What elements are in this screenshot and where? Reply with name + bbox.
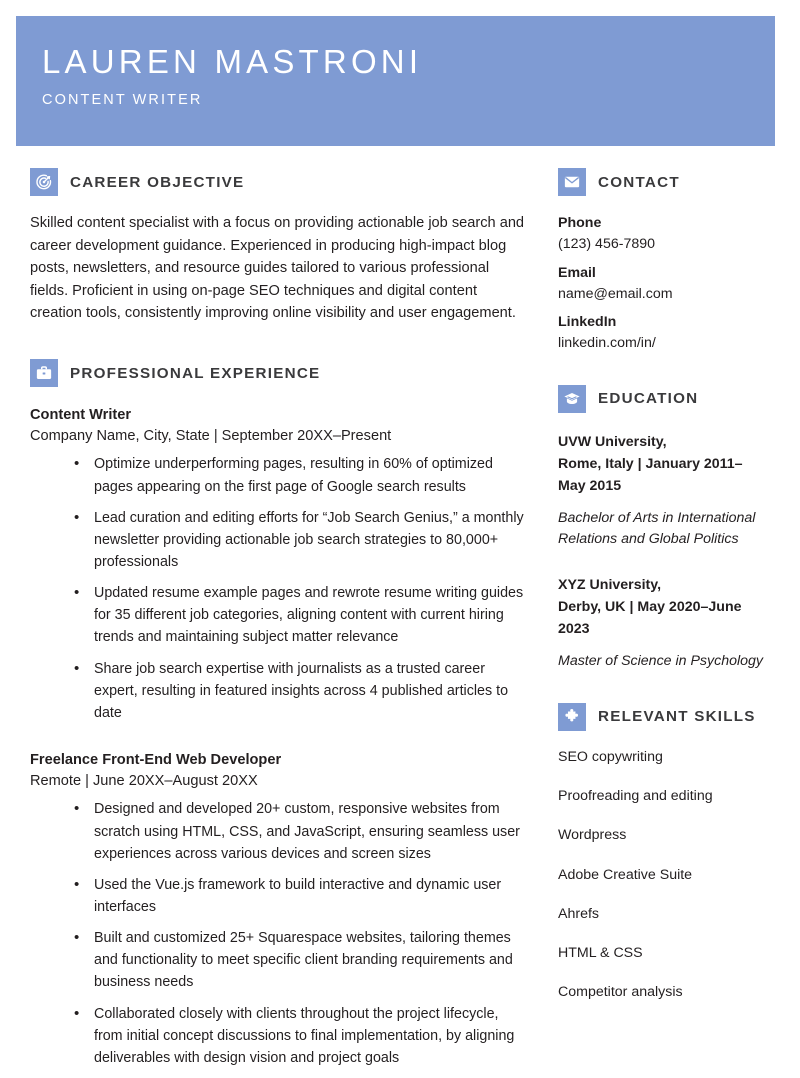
skills-list: [558, 747, 786, 1004]
briefcase-icon: [30, 359, 58, 387]
section-education-header: [558, 385, 786, 413]
job-bullet-list: [30, 453, 530, 724]
education-school-line: UVW University,: [558, 433, 667, 450]
list-item: Competitor analysis: [558, 984, 683, 1001]
education-entry: [558, 574, 786, 672]
job-role: Freelance Front-End Web Developer: [30, 752, 282, 769]
sidebar-column: [530, 168, 800, 1022]
job-role: Content Writer: [30, 407, 132, 424]
contact-label-phone: Phone: [558, 215, 602, 231]
education-school-line: Derby, UK | May 2020–June: [558, 599, 742, 616]
target-icon: [30, 168, 58, 196]
contact-value-phone[interactable]: (123) 456-7890: [558, 236, 656, 253]
section-title: RELEVANT SKILLS: [598, 708, 756, 726]
experience-entry: [30, 750, 530, 1069]
education-school-line: XYZ University,: [558, 577, 662, 594]
job-meta: Remote | June 20XX–August 20XX: [30, 773, 258, 790]
list-item: • Designed and developed 20+ custom, responsive websites from scratch using HTML, CSS, and JavaScript, ensuring seamless user experiences across various devices and screen sizes: [74, 798, 530, 864]
education-school-line: May 2015: [558, 477, 622, 494]
graduation-cap-icon: [558, 385, 586, 413]
education-entry: [558, 431, 786, 551]
contact-value-linkedin[interactable]: linkedin.com/in/: [558, 335, 656, 352]
experience-entry: [30, 405, 530, 724]
main-column: [0, 168, 530, 1078]
list-item: • Share job search expertise with journalists as a trusted career expert, resulting in featured insights across 4 published articles to date: [74, 658, 530, 724]
resume-header-banner: [16, 16, 775, 146]
list-item: • Optimize underperforming pages, resulting in 60% of optimized pages appearing on the first page of Google search results: [74, 453, 530, 497]
education-degree: Bachelor of Arts in International Relations and Global Politics: [558, 509, 756, 548]
job-title-subtitle: CONTENT WRITER: [42, 91, 203, 108]
resume-body: [0, 168, 800, 1078]
list-item: Proofreading and editing: [558, 787, 713, 804]
list-item: Wordpress: [558, 827, 627, 844]
list-item: Adobe Creative Suite: [558, 866, 693, 883]
puzzle-piece-icon: [558, 703, 586, 731]
career-objective-text: Skilled content specialist with a focus on providing actionable job search and career development guidance. Experienced in producing high-impact blog posts, newsletters, and resource guides tailored to various professional fields. Proficient in using on-page SEO techniques and digital content creation tools, consistently improving online visibility and user engagement.: [30, 215, 525, 322]
job-bullet-list: [30, 798, 530, 1069]
contact-list: [558, 213, 786, 355]
list-item: • Collaborated closely with clients throughout the project lifecycle, from initial concept discussions to final implementation, by aligning deliverables with design vision and project goals: [74, 1003, 530, 1069]
envelope-icon: [558, 168, 586, 196]
contact-label-email: Email: [558, 264, 596, 281]
section-career-objective-header: [30, 168, 530, 196]
section-title: EDUCATION: [598, 390, 699, 408]
contact-label-linkedin: LinkedIn: [558, 314, 617, 331]
education-school-line: Rome, Italy | January 2011–: [558, 455, 743, 472]
list-item: HTML & CSS: [558, 945, 643, 962]
list-item: • Built and customized 25+ Squarespace websites, tailoring themes and functionality to meet specific client branding requirements and business needs: [74, 927, 530, 993]
section-title: CAREER OBJECTIVE: [70, 173, 245, 191]
contact-value-email[interactable]: name@email.com: [558, 285, 673, 302]
education-school-line: 2023: [558, 621, 590, 638]
section-title: PROFESSIONAL EXPERIENCE: [70, 364, 321, 382]
list-item: • Lead curation and editing efforts for “Job Search Genius,” a monthly newsletter providing actionable job search strategies to 80,000+ professionals: [74, 507, 530, 573]
job-meta: Company Name, City, State | September 20XX–Present: [30, 428, 392, 445]
list-item: Ahrefs: [558, 905, 600, 922]
section-professional-experience-header: [30, 359, 530, 387]
page-title: LAUREN MASTRONI: [42, 43, 423, 80]
list-item: SEO copywriting: [558, 748, 663, 765]
section-relevant-skills-header: [558, 703, 786, 731]
list-item: • Used the Vue.js framework to build interactive and dynamic user interfaces: [74, 874, 530, 918]
section-title: CONTACT: [598, 173, 680, 191]
education-degree: Master of Science in Psychology: [558, 653, 764, 670]
section-contact-header: [558, 168, 786, 196]
list-item: • Updated resume example pages and rewrote resume writing guides for 35 different job categories, aligning content with current hiring trends and maintaining subject matter relevance: [74, 582, 530, 648]
